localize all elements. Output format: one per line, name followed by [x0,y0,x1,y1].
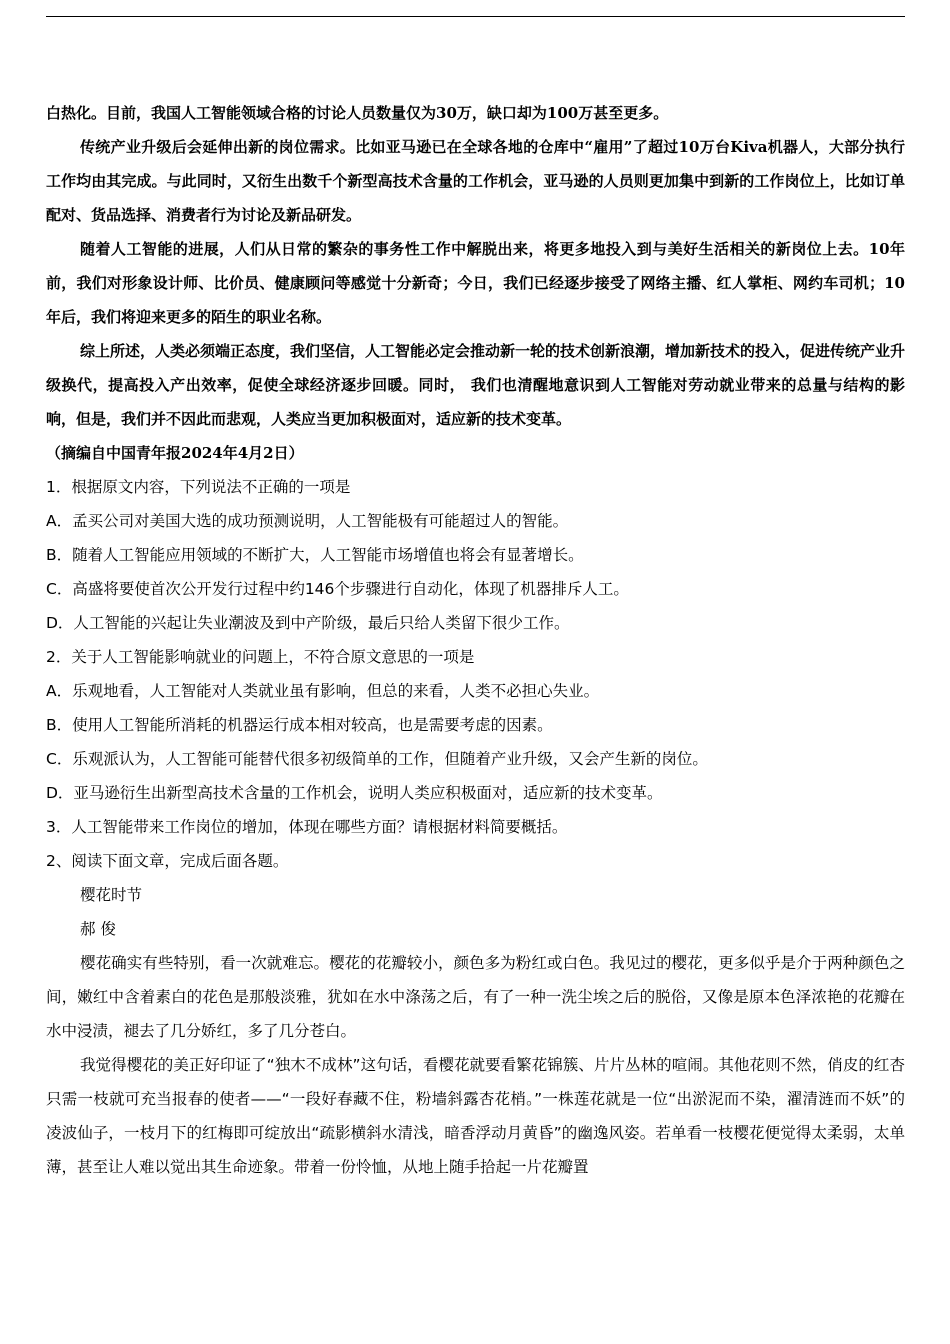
question-option: D．人工智能的兴起让失业潮波及到中产阶级，最后只给人类留下很少工作。 [46,614,570,632]
question-option: B．使用人工智能所消耗的机器运行成本相对较高，也是需要考虑的因素。 [46,716,553,734]
source-note: （摘编自中国青年报2024年4月2日） [46,444,304,462]
passage1-paragraph: 传统产业升级后会延伸出新的岗位需求。比如亚马逊已在全球各地的仓库中“雇用”了超过10万台Kiva机器人，大部分执行工作均由其完成。与此同时，又衍生出数千个新型高技术含量的工作机会，亚马逊的人员则更加集中到新的工作岗位上，比如订单配对、货品选择、消费者行为讨论及新品研发。 [46,138,905,224]
article-paragraph: 我觉得樱花的美正好印证了“独木不成林”这句话，看樱花就要看繁花锦簇、片片丛林的喧闹。其他花则不然，俏皮的红杏只需一枝就可充当报春的使者——“一段好春藏不住，粉墙斜露杏花梢。”一株莲花就是一位“出淤泥而不染，濯清涟而不妖”的凌波仙子，一枝月下的红梅即可绽放出“疏影横斜水清浅，暗香浮动月黄昏”的幽逸风姿。若单看一枝樱花便觉得太柔弱，太单薄，甚至让人难以觉出其生命迹象。带着一份怜恤，从地上随手拾起一片花瓣置 [46,1056,905,1176]
question-option: A．孟买公司对美国大选的成功预测说明，人工智能极有可能超过人的智能。 [46,512,569,530]
article-author: 郝 俊 [80,920,116,938]
document-body [46,96,905,1184]
question-option: A．乐观地看，人工智能对人类就业虽有影响，但总的来看，人类不必担心失业。 [46,682,600,700]
question-stem: 3．人工智能带来工作岗位的增加，体现在哪些方面？请根据材料简要概括。 [46,818,568,836]
article-title: 樱花时节 [80,886,143,904]
question-stem: 2．关于人工智能影响就业的问题上，不符合原文意思的一项是 [46,648,475,666]
question-stem: 1．根据原文内容，下列说法不正确的一项是 [46,478,351,496]
section-heading: 2、阅读下面文章，完成后面各题。 [46,852,289,870]
header-rule [46,16,905,17]
passage1-paragraph: 随着人工智能的进展，人们从日常的繁杂的事务性工作中解脱出来，将更多地投入到与美好生活相关的新岗位上去。10年前，我们对形象设计师、比价员、健康顾问等感觉十分新奇；今日，我们已经逐步接受了网络主播、红人掌柜、网约车司机；10年后，我们将迎来更多的陌生的职业名称。 [46,240,905,326]
passage1-paragraph: 综上所述，人类必须端正态度，我们坚信，人工智能必定会推动新一轮的技术创新浪潮，增加新技术的投入，促进传统产业升级换代，提高投入产出效率，促使全球经济逐步回暖。同时， 我们也清醒地意识到人工智能对劳动就业带来的总量与结构的影响，但是，我们并不因此而悲观，人类应当更加积极面对，适应新的技术变革。 [46,342,906,428]
question-option: D．亚马逊衍生出新型高技术含量的工作机会，说明人类应积极面对，适应新的技术变革。 [46,784,663,802]
question-option: B．随着人工智能应用领域的不断扩大，人工智能市场增值也将会有显著增长。 [46,546,584,564]
passage1-paragraph: 白热化。目前，我国人工智能领域合格的讨论人员数量仅为30万，缺口却为100万甚至更多。 [46,104,669,122]
article-paragraph: 樱花确实有些特别，看一次就难忘。樱花的花瓣较小，颜色多为粉红或白色。我见过的樱花，更多似乎是介于两种颜色之间，嫩红中含着素白的花色是那般淡雅，犹如在水中涤荡之后，有了一种一洗尘埃之后的脱俗，又像是原本色泽浓艳的花瓣在水中浸渍，褪去了几分娇红，多了几分苍白。 [46,954,905,1040]
question-option: C．乐观派认为，人工智能可能替代很多初级简单的工作，但随着产业升级，又会产生新的岗位。 [46,750,708,768]
question-option: C．高盛将要使首次公开发行过程中约146个步骤进行自动化，体现了机器排斥人工。 [46,580,629,598]
